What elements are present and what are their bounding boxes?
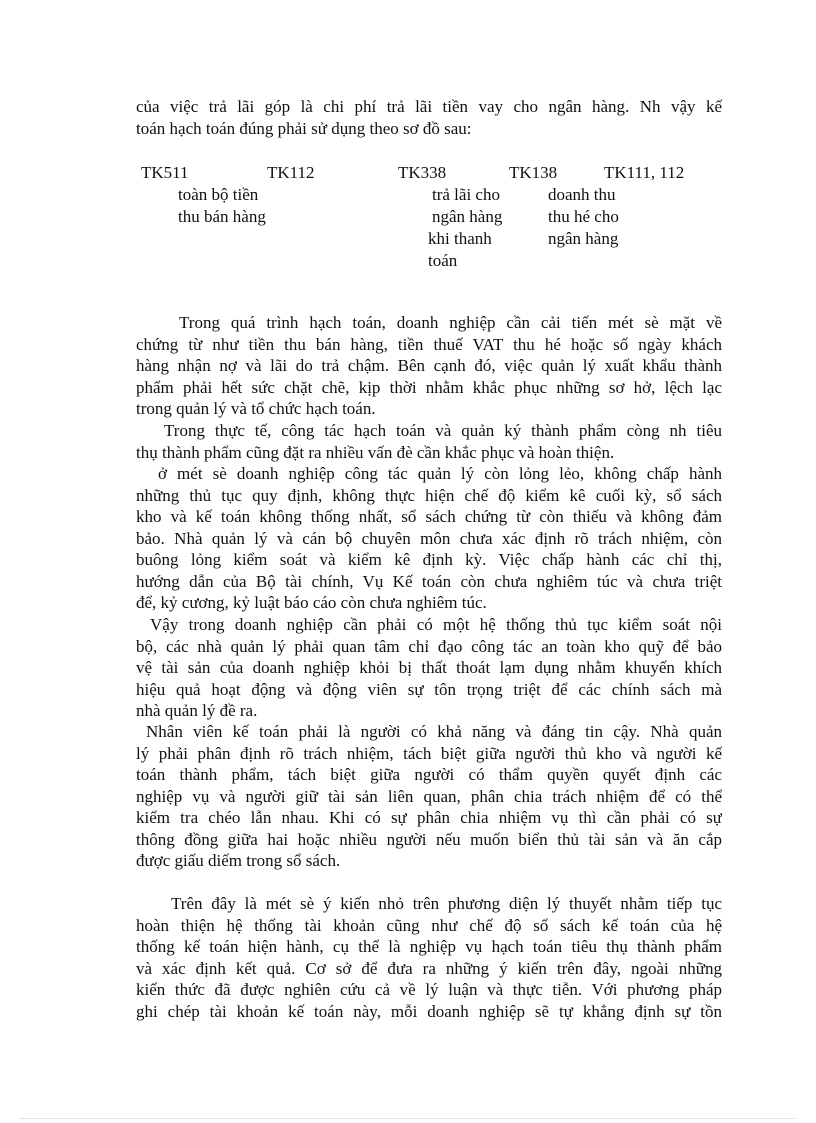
page-bottom-divider: [20, 1118, 796, 1119]
paragraph-4: [136, 614, 722, 722]
account-tk338: TK338: [398, 163, 447, 182]
paragraph-6: [136, 893, 722, 1022]
text-line: hướng dẫn của Bộ tài chính, Vụ Kế toán còn chưa nghiêm túc và chưa triệt: [136, 571, 722, 591]
diagram-note: ngân hàng: [432, 207, 503, 226]
text-line: Trên đây là mét sè ý kiến nhỏ trên phương diện lý thuyết nhằm tiếp tục: [171, 894, 722, 913]
account-tk111-112: TK111, 112: [604, 163, 685, 182]
account-tk112: TK112: [267, 163, 315, 182]
text-line: những thủ tục quy định, không thực hiện chế độ kiểm kê cuối kỳ, sổ sách: [136, 485, 722, 505]
text-line: để, kỷ cương, kỷ luật báo cáo còn chưa nghiêm túc.: [136, 593, 487, 612]
text-line: lý phải phân định rõ trách nhiệm, tách biệt giữa người thủ kho và người kế: [136, 743, 722, 763]
paragraph-1: [136, 312, 722, 420]
diagram-note: thu hé cho: [548, 207, 619, 226]
paragraph-5: [136, 721, 722, 872]
text-line: và xác định kết quả. Cơ sở để đưa ra những ý kiến trên đây, ngoài những: [136, 958, 722, 978]
text-line: chứng từ như tiền thu bán hàng, tiền thuế VAT thu hé hoặc số ngày khách: [136, 334, 722, 354]
diagram-note: toán: [428, 251, 458, 270]
text-line: Vậy trong doanh nghiệp cần phải có một hệ thống thủ tục kiểm soát nội: [150, 615, 722, 634]
text-line: ghi chép tài khoản kế toán này, mỗi doanh nghiệp sẽ tự khẳng định sự tồn: [136, 1001, 722, 1021]
text-line: bộ, các nhà quản lý phải quan tâm chỉ đạo công tác an toàn kho quỹ để bảo: [136, 636, 722, 656]
paragraph-2: [136, 420, 722, 463]
paragraph-3: [136, 463, 722, 614]
diagram-note: khi thanh: [428, 229, 492, 248]
text-line: của việc trả lãi góp là chi phí trả lãi tiền vay cho ngân hàng. Nh vậy kế: [136, 97, 722, 116]
text-line: hoàn thiện hệ thống tài khoản cũng như chế độ sổ sách kế toán của hệ: [136, 915, 722, 935]
text-line: bảo. Nhà quản lý và cán bộ chuyên môn chưa xác định rõ trách nhiệm, còn: [136, 528, 722, 548]
text-line: Trong quá trình hạch toán, doanh nghiệp cần cải tiến mét sè mặt về: [179, 313, 722, 332]
diagram-note: trả lãi cho: [432, 185, 500, 204]
text-line: kho và kế toán không thống nhất, sổ sách chứng từ còn thiếu và không đảm: [136, 507, 722, 526]
account-diagram: [0, 0, 816, 280]
text-line: ở mét sè doanh nghiệp công tác quản lý còn lỏng lẻo, không chấp hành: [158, 464, 722, 483]
text-line: thông đồng giữa hai hoặc nhiều người nếu muốn biển thủ tài sản và ăn cắp: [136, 829, 722, 849]
account-tk511: TK511: [141, 163, 189, 182]
text-line: kiến thức đã được nghiên cứu cả về lý luận và thực tiễn. Với phương pháp: [136, 980, 722, 999]
text-line: nghiệp vụ và người giữ tài sản liên quan, phân chia trách nhiệm để có thể: [136, 786, 722, 806]
text-line: toán thành phẩm, tách biệt giữa người có thẩm quyền quyết định các: [136, 765, 722, 784]
diagram-note: doanh thu: [548, 185, 616, 204]
text-line: thụ thành phẩm cũng đặt ra nhiều vấn đè cần khắc phục và hoàn thiện.: [136, 442, 615, 462]
text-line: kiểm tra chéo lẫn nhau. Khi có sự phân chia nhiệm vụ thì cần phải có sự: [136, 808, 722, 827]
text-line: thống kế toán hiện hành, cụ thể là nghiệp vụ hạch toán tiêu thụ thành phẩm: [136, 937, 722, 956]
text-line: nhà quản lý đề ra.: [136, 701, 258, 720]
text-line: buông lỏng kiểm soát và kiểm kê định kỳ. Việc chấp hành các chỉ thị,: [136, 550, 722, 569]
text-line: phẩm phải hết sức chặt chẽ, kịp thời nhằm khắc phục những sơ hở, lệch lạc: [136, 377, 722, 397]
text-line: Nhân viên kế toán phải là người có khả năng và đáng tin cậy. Nhà quản: [146, 722, 722, 741]
text-line: Trong thực tế, công tác hạch toán và quản ký thành phẩm còng nh tiêu: [164, 421, 722, 440]
diagram-note: toàn bộ tiền: [178, 185, 259, 204]
text-line: được giấu diếm trong sổ sách.: [136, 851, 341, 870]
account-tk138: TK138: [509, 163, 558, 182]
diagram-note: ngân hàng: [548, 229, 619, 248]
text-line: hiệu quả hoạt động và động viên sự tôn trọng triệt để các chính sách mà: [136, 679, 722, 699]
diagram-note: thu bán hàng: [178, 207, 266, 226]
text-line: vệ tài sản của doanh nghiệp khỏi bị thất thoát lạm dụng nhằm khuyến khích: [136, 658, 722, 677]
text-line: toán hạch toán đúng phải sử dụng theo sơ đồ sau:: [136, 118, 472, 138]
text-line: hàng nhận nợ và lãi do trả chậm. Bên cạnh đó, việc quản lý xuất khẩu thành: [136, 356, 722, 375]
text-line: trong quản lý và tổ chức hạch toán.: [136, 399, 376, 418]
